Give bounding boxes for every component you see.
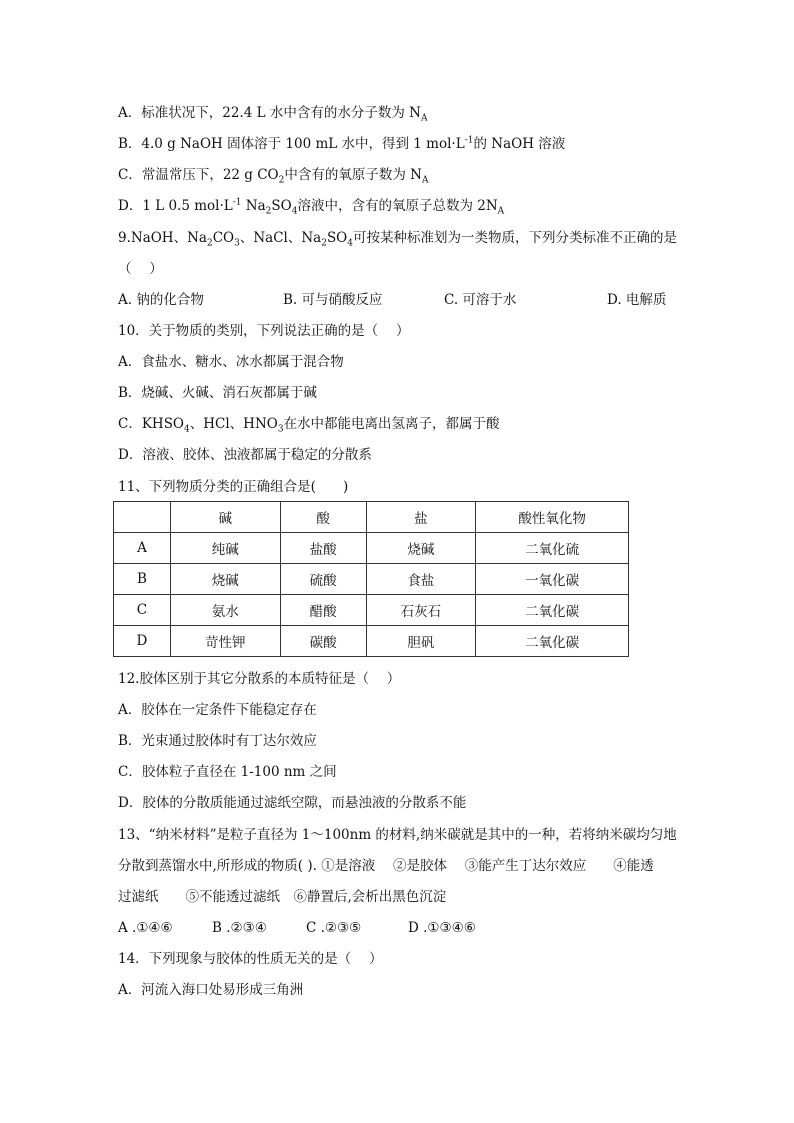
table-header-cell: 碱 — [170, 502, 280, 533]
q8-option-b — [118, 135, 565, 153]
q8-option-c — [118, 166, 428, 184]
q8-b-text1: B．4.0 g NaOH 固体溶于 100 mL 水中，得到 1 mol·L — [118, 136, 465, 152]
q9-option-a: A. 钠的化合物 — [118, 292, 204, 308]
table-cell: 氨水 — [170, 595, 280, 626]
q9-paren: （ ） — [118, 261, 163, 277]
q12-stem: 12.胶体区别于其它分散系的本质特征是（ ） — [118, 671, 401, 687]
table-cell: 碳酸 — [280, 626, 366, 657]
q8-d-sub1: 2 — [265, 206, 272, 217]
q8-d-text1: D．1 L 0.5 mol·L — [118, 198, 233, 214]
q10-option-c — [118, 415, 500, 433]
q11-stem: 11、下列物质分类的正确组合是( ) — [118, 479, 349, 495]
q9-sub-4: 4 — [347, 238, 353, 249]
q10-c-sub: 4 — [184, 424, 190, 435]
table-cell: 醋酸 — [280, 595, 366, 626]
q10-option-b: B．烧碱、火碱、消石灰都属于碱 — [118, 385, 317, 401]
q9-option-b: B. 可与硝酸反应 — [283, 292, 383, 308]
q9-sub-1: 2 — [206, 238, 213, 249]
q10-c-sub2: 3 — [277, 424, 284, 435]
q13-line-1: 13、“纳米材料”是粒子直径为 1～100nm 的材料,纳米碳就是其中的一种，若将纳米碳均匀地 — [118, 827, 677, 843]
q9-stem — [118, 229, 677, 247]
q14-stem: 14．下列现象与胶体的性质无关的是（ ） — [118, 951, 383, 967]
q10-option-d: D．溶液、胶体、浊液都属于稳定的分散系 — [118, 447, 372, 463]
table-cell: B — [114, 564, 171, 595]
classification-table — [113, 501, 629, 657]
table-cell: 石灰石 — [366, 595, 476, 626]
q12-option-d: D．胶体的分散质能通过滤纸空隙，而悬浊液的分散系不能 — [118, 795, 467, 811]
q13-option-a: A .①④⑥ — [118, 920, 173, 936]
q9-sub-3: 2 — [321, 238, 327, 249]
q8-d-text2: Na — [241, 198, 266, 214]
q9-stem-4: SO — [326, 230, 348, 246]
table-header-cell: 盐 — [366, 502, 476, 533]
q9-sub-2: 3 — [234, 238, 240, 249]
q8-d-sub3: A — [497, 206, 505, 217]
q12-option-a: A．胶体在一定条件下能稳定存在 — [118, 702, 317, 718]
table-cell: 一氧化碳 — [476, 564, 629, 595]
q8-d-sub2: 4 — [291, 206, 298, 217]
q12-option-c: C．胶体粒子直径在 1-100 nm 之间 — [118, 764, 337, 780]
table-header-row — [114, 502, 629, 533]
table-cell: 烧碱 — [366, 533, 476, 564]
q8-c-sub: 2 — [278, 175, 285, 186]
q8-a-sub: A — [420, 113, 428, 124]
q13-option-c: C .②③⑤ — [306, 920, 362, 936]
table-cell: 苛性钾 — [170, 626, 280, 657]
q8-c-text2: 中含有的氧原子数为 N — [284, 167, 422, 183]
table-cell: D — [114, 626, 171, 657]
q8-option-a — [118, 104, 427, 122]
q13-option-b: B .②③④ — [212, 920, 267, 936]
q13-option-d: D .①③④⑥ — [408, 920, 476, 936]
table-row — [114, 626, 629, 657]
q10-option-a: A．食盐水、糖水、冰水都属于混合物 — [118, 354, 344, 370]
q9-stem-5: 可按某种标准划为一类物质，下列分类标准不正确的是 — [353, 230, 677, 246]
q8-c-text1: C．常温常压下，22 g CO — [118, 167, 279, 183]
q10-c-text1: C．KHSO — [118, 416, 185, 432]
table-cell: 烧碱 — [170, 564, 280, 595]
q8-d-sup: -1 — [232, 197, 242, 208]
q10-c-text2: 、HCl、HNO — [189, 416, 278, 432]
q9-stem-3: 、NaCl、Na — [239, 230, 322, 246]
q8-a-text: A．标准状况下，22.4 L 水中含有的水分子数为 N — [118, 105, 421, 121]
q8-b-text2: 的 NaOH 溶液 — [473, 136, 566, 152]
q8-d-text4: 溶液中，含有的氧原子总数为 2N — [297, 198, 498, 214]
table-row — [114, 533, 629, 564]
table-header-cell: 酸 — [280, 502, 366, 533]
table-row — [114, 564, 629, 595]
table-cell: 硫酸 — [280, 564, 366, 595]
table-cell: 盐酸 — [280, 533, 366, 564]
q13-line-3: 过滤纸 ⑤不能透过滤纸 ⑥静置后,会析出黑色沉淀 — [118, 889, 447, 905]
q9-option-c: C. 可溶于水 — [444, 292, 517, 308]
table-cell: 胆矾 — [366, 626, 476, 657]
q10-c-text3: 在水中都能电离出氢离子，都属于酸 — [283, 416, 500, 432]
table-cell: C — [114, 595, 171, 626]
q13-line-2: 分散到蒸馏水中,所形成的物质( ). ①是溶液 ②是胶体 ③能产生丁达尔效应 ④能透 — [118, 858, 654, 874]
table-cell: A — [114, 533, 171, 564]
table-cell: 食盐 — [366, 564, 476, 595]
table-cell: 纯碱 — [170, 533, 280, 564]
q9-stem-2: CO — [212, 230, 235, 246]
q14-option-a: A．河流入海口处易形成三角洲 — [118, 982, 304, 998]
table-cell: 二氧化硫 — [476, 533, 629, 564]
q9-stem-1: 9.NaOH、Na — [118, 230, 207, 246]
q12-option-b: B．光束通过胶体时有丁达尔效应 — [118, 733, 317, 749]
q8-c-sub2: A — [421, 175, 429, 186]
table-row — [114, 595, 629, 626]
table-cell: 二氧化碳 — [476, 626, 629, 657]
q9-option-d: D. 电解质 — [607, 292, 667, 308]
table-header-cell: 酸性氧化物 — [476, 502, 629, 533]
q8-option-d — [118, 197, 504, 215]
q8-d-text3: SO — [271, 198, 292, 214]
table-cell: 二氧化碳 — [476, 595, 629, 626]
q8-b-sup: -1 — [464, 135, 474, 146]
q10-stem: 10．关于物质的类别，下列说法正确的是（ ） — [118, 323, 410, 339]
table-header-cell — [114, 502, 171, 533]
